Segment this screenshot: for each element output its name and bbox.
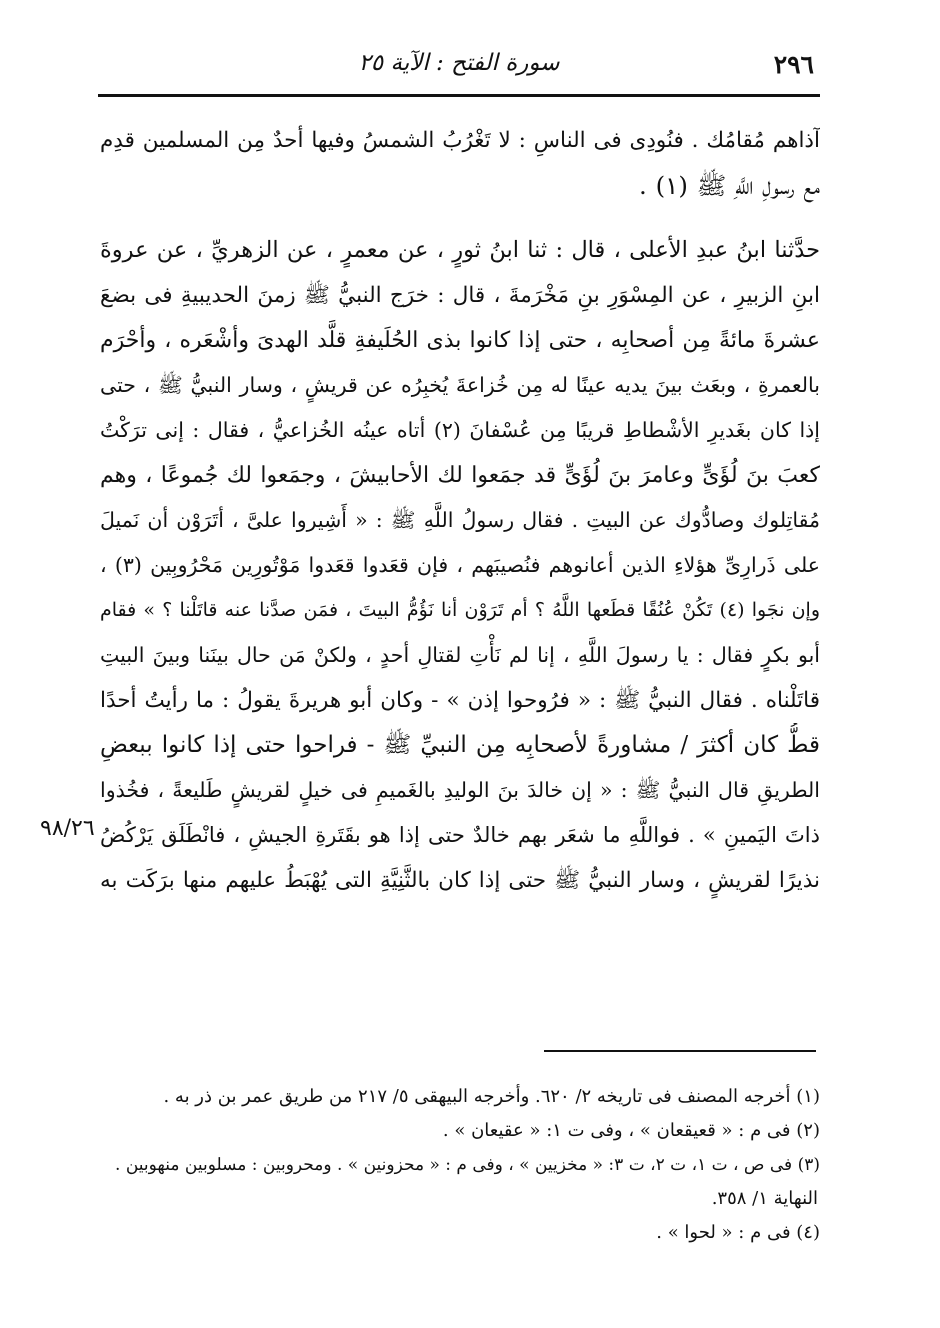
text-line: آذاهم مُقامُك . فنُودِى فى الناسِ : لا تَغْرُبُ الشمسُ وفيها أحدٌ مِن المسلمين قدِم — [100, 128, 820, 153]
text-line: مع رسولِ اللَّهِ ﷺ (١) . — [639, 171, 820, 200]
text-line: على ذَرارِىِّ هؤلاءِ الذين أعانوهم فنُصيبَهم ، فإن قعَدوا قعَدوا مَوْتُورِين مَحْرُوبِين (٣) ، — [100, 553, 820, 577]
footnote: (٣) فى ص ، ت ١، ت ٢، ت ٣: « مخزيين » ، وفى م : « محزونين » . ومحروبين : مسلوبين منهوبين . — [115, 1155, 820, 1175]
footnote: (١) أخرجه المصنف فى تاريخه ٢/ ٦٢٠. وأخرجه البيهقى ٥/ ٢١٧ من طريق عمر بن ذر به . — [163, 1086, 820, 1107]
text-line: قطُّ كان أكثرَ / مشاورةً لأصحابِه مِن النبيِّ ﷺ - فراحوا حتى إذا كانوا ببعضِ — [100, 732, 820, 758]
text-line: كعبَ بنَ لُؤَىٍّ وعامرَ بنَ لُؤَىٍّ قد جمَعوا لك الأحابيشَ ، وجمَعوا لك جُموعًا ، وهم — [100, 463, 820, 488]
text-line: أبو بكرٍ فقال : يا رسولَ اللَّهِ ، إنا لم نَأْتِ لقتالِ أحدٍ ، ولكنْ مَن حال بينَنا وبينَ البيتِ — [100, 643, 820, 667]
page-number: ٢٩٦ — [773, 50, 814, 79]
text-line: ابنِ الزبيرِ ، عن المِسْوَرِ بنِ مَخْرَمةَ ، قال : خرَج النبيُّ ﷺ زمنَ الحديبيةِ فى بضعَ — [100, 283, 820, 308]
margin-reference: ٩٨/٢٦ — [40, 816, 95, 841]
text-line: نذيرًا لقريشٍ ، وسار النبيُّ ﷺ حتى إذا كان بالثَّنِيَّةِ التى يُهْبَطُ عليهم منها برَكَت به — [100, 868, 820, 893]
text-line: وإن نجَوا (٤) تَكُنْ عُنُقًا قطَعها اللَّهُ ؟ أم تَرَوْن أنا نَؤُمُّ البيتَ ، فمَن صدَّنا عنه قاتَلْنا ؟ » فقام — [100, 599, 820, 621]
text-line: قاتَلْناه . فقال النبيُّ ﷺ : « فرُوحوا إذن » - وكان أبو هريرةَ يقولُ : ما رأيتُ أحدًا — [100, 688, 820, 713]
footnote: (٢) فى م : « قعيقعان » ، وفى ت ١: « عقيعان » . — [442, 1120, 820, 1141]
text-line: حدَّثنا ابنُ عبدِ الأعلى ، قال : ثنا ابنُ ثورٍ ، عن معمرٍ ، عن الزهريِّ ، عن عروةَ — [100, 237, 820, 263]
footnote-continuation: النهاية ١/ ٣٥٨. — [711, 1188, 818, 1209]
header-divider — [98, 94, 820, 97]
text-line: الطريقِ قال النبيُّ ﷺ : « إن خالدَ بنَ الوليدِ بالغَميمِ فى خيلٍ لقريشٍ طَليعةً ، فخُذوا — [100, 778, 820, 802]
page-header — [98, 38, 820, 90]
text-line: ذاتَ اليَمينِ » . فواللَّهِ ما شعَر بهم خالدٌ حتى إذا هو بقَتَرةِ الجيشِ ، فانْطَلَق يَرْكُضُ — [100, 823, 820, 847]
footnote: (٤) فى م : « لحوا » . — [656, 1222, 820, 1243]
text-line: إذا كان بغَديرِ الأشْطاطِ قريبًا مِن عُسْفانَ (٢) أتاه عينُه الخُزاعيُّ ، فقال : إنى ترَكْتُ — [100, 418, 820, 442]
footnote-divider — [544, 1050, 816, 1052]
text-line: بالعمرةِ ، وبعَث بينَ يديه عينًا له مِن خُزاعةَ يُخبِرُه عن قريشٍ ، وسار النبيُّ ﷺ ، حتى — [100, 373, 820, 397]
text-line: عشرةَ مائةً مِن أصحابِه ، حتى إذا كانوا بذى الحُلَيفةِ قلَّد الهدىَ وأشْعَره ، وأحْرَم — [100, 328, 820, 353]
main-text — [100, 118, 820, 903]
text-line: مُقاتِلوك وصادُّوك عن البيتِ . فقال رسولُ اللَّهِ ﷺ : « أَشِيروا علىَّ ، أتَرَوْن أن نَميلَ — [100, 508, 820, 532]
paragraph-gap — [100, 208, 820, 228]
footnotes — [100, 1080, 820, 1250]
running-title: سورة الفتح : الآية ٢٥ — [358, 50, 560, 76]
